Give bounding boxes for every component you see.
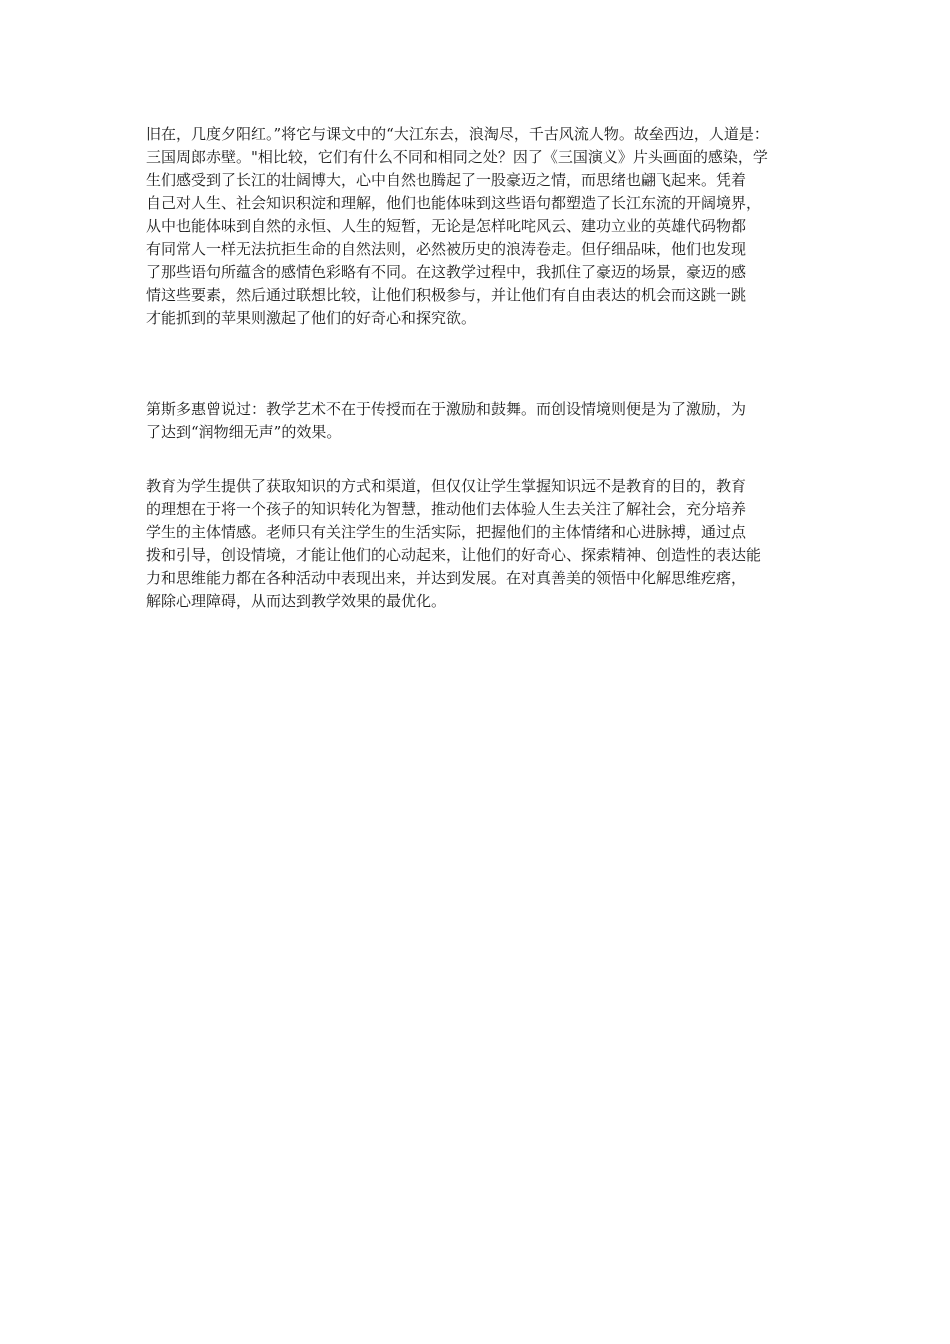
paragraph-line: 了那些语句所蕴含的感情色彩略有不同。在这教学过程中，我抓住了豪迈的场景，豪迈的感 (146, 263, 747, 281)
paragraph-comparison (146, 123, 810, 330)
paragraph-line: 从中也能体味到自然的永恒、人生的短暂，无论是怎样叱咤风云、建功立业的英雄代码物都 (146, 217, 747, 235)
paragraph-quote (146, 398, 810, 444)
paragraph-line: 教育为学生提供了获取知识的方式和渠道，但仅仅让学生掌握知识远不是教育的目的，教育 (146, 477, 747, 495)
paragraph-education (146, 475, 810, 613)
paragraph-line: 解除心理障碍，从而达到教学效果的最优化。 (146, 592, 447, 610)
paragraph-line: 学生的主体情感。老师只有关注学生的生活实际，把握他们的主体情绪和心进脉搏，通过点 (146, 523, 747, 541)
paragraph-line: 旧在，几度夕阳红。”将它与课文中的“大江东去，浪淘尽，千古风流人物。故垒西边，人道是： (146, 125, 769, 143)
paragraph-line: 拨和引导，创设情境，才能让他们的心动起来，让他们的好奇心、探索精神、创造性的表达能 (146, 546, 762, 564)
paragraph-line: 第斯多惠曾说过：教学艺术不在于传授而在于激励和鼓舞。而创设情境则便是为了激励，为 (146, 400, 747, 418)
paragraph-line: 有同常人一样无法抗拒生命的自然法则，必然被历史的浪涛卷走。但仔细品味，他们也发现 (146, 240, 747, 258)
paragraph-line: 了达到“润物细无声”的效果。 (146, 423, 342, 441)
paragraph-line: 的理想在于将一个孩子的知识转化为智慧，推动他们去体验人生去关注了解社会，充分培养 (146, 500, 747, 518)
paragraph-line: 力和思维能力都在各种活动中表现出来，并达到发展。在对真善美的领悟中化解思维疙瘩， (146, 569, 747, 587)
paragraph-line: 才能抓到的苹果则激起了他们的好奇心和探究欲。 (146, 309, 477, 327)
paragraph-line: 生们感受到了长江的壮阔博大，心中自然也腾起了一股豪迈之情，而思绪也翩飞起来。凭着 (146, 171, 747, 189)
paragraph-line: 三国周郎赤壁。"相比较，它们有什么不同和相同之处？因了《三国演义》片头画面的感染，学 (146, 148, 768, 166)
paragraph-line: 自己对人生、社会知识积淀和理解，他们也能体味到这些语句都塑造了长江东流的开阔境界， (146, 194, 762, 212)
paragraph-line: 情这些要素，然后通过联想比较，让他们积极参与，并让他们有自由表达的机会而这跳一跳 (146, 286, 747, 304)
